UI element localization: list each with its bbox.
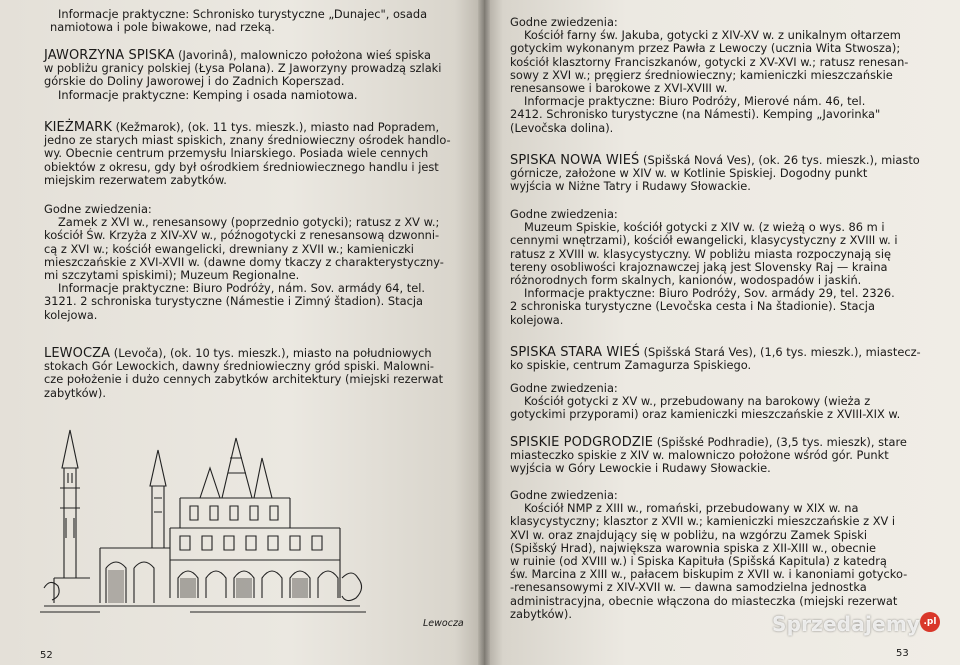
- text-line: (Levočska dolina).: [510, 120, 614, 135]
- text-line: 2412. Schronisko turystyczne (na Námesti). Kemping „Javorinka": [510, 107, 881, 122]
- kiezmark-entry: [44, 121, 451, 187]
- right-page: [484, 0, 960, 665]
- text-line: mi szczytami spiskimi); Muzeum Regionalne.: [44, 268, 300, 283]
- spiskie-podgrodzie-entry: [510, 436, 907, 476]
- text-line: różnorodnych form skalnych, kanionów, wodospadów i jaskiń.: [510, 273, 862, 288]
- text-line: obiektów z okresu, gdy był ośrodkiem średniowiecznego handlu i jest: [44, 159, 439, 174]
- text-line: ratusz z XVIII w. klasycystyczny. W pobliżu miasta rozpoczynają się: [510, 246, 892, 261]
- text-line: zabytków).: [510, 606, 572, 621]
- text-line: Informacje praktyczne: Biuro Podróży, Mierové nám. 46, tel.: [524, 94, 866, 109]
- spiskie-podgrodzie-sights: [510, 489, 907, 621]
- sights-label: Godne zwiedzenia:: [510, 15, 618, 29]
- kiezmark-sights: [44, 203, 444, 322]
- text-line: gotyckimi przyporami) oraz kamieniczki mieszczańskie z XVIII-XIX w.: [510, 407, 901, 422]
- text-line: sowy z XVI w.; pręgierz średniowieczny; kamieniczki mieszczańskie: [510, 67, 893, 82]
- intro-practical-info: [50, 7, 428, 35]
- text-line: renesansowe i barokowe z XVI-XVIII w.: [510, 81, 728, 96]
- text-line: cą z XVI w.; kościół ewangelicki, drewniany z XVII w.; kamieniczki: [44, 241, 414, 256]
- sights-label: Godne zwiedzenia:: [510, 207, 618, 221]
- watermark-text: Sprzedajemy: [772, 612, 921, 636]
- text-line: klasycystyczny; klasztor z XVII w.; kamieniczki mieszczańskie z XV i: [510, 514, 896, 529]
- text-line: namiotowa i pole biwakowe, nad rzeką.: [50, 20, 275, 35]
- text-line: górskie do Doliny Jaworowej i do Zadnich Koperszad.: [44, 74, 345, 89]
- text-line: XVI w. oraz znajdujący się w pobliżu, na wzgórzu Zamek Spiski: [510, 527, 867, 542]
- text-line: (Levoča), (ok. 10 tys. mieszk.), miasto na południowych: [113, 346, 432, 360]
- text-line: kolejowa.: [44, 307, 98, 322]
- text-line: ko spiskie, centrum Zamagurza Spiskiego.: [510, 358, 752, 373]
- text-line: Kościół farny św. Jakuba, gotycki z XIV-XV w. z unikalnym ołtarzem: [524, 28, 901, 43]
- spiska-stara-wies-heading: SPISKA STARA WIEŚ: [510, 345, 640, 360]
- text-line: w ruinie (od XVIII w.) i Spiska Kapituła (Spišská Kapitula) z katedrą: [510, 554, 887, 569]
- text-line: kościół klasztorny Franciszkanów, gotycki z XV-XVI w.; ratusz renesan-: [510, 54, 909, 69]
- text-line: kościół Św. Krzyża z XIV-XV w., późnogotycki z renesansową dzwonni-: [44, 228, 440, 243]
- spiskie-podgrodzie-heading: SPISKIE PODGRODZIE: [510, 435, 654, 450]
- text-line: (Spišské Podhradie), (3,5 tys. mieszk), stare: [656, 435, 907, 449]
- text-line: (Spišská Stará Ves), (1,6 tys. mieszk.), miastecz-: [643, 345, 921, 359]
- text-line: jedno ze starych miast spiskich, znany średniowieczny ośrodek handlo-: [44, 133, 451, 148]
- watermark-badge: .pl: [920, 612, 940, 632]
- levoca-town-hall-illustration: [40, 428, 370, 618]
- text-line: górnicze, założone w XIV w. w Kotlinie Spiskiej. Dogodny punkt: [510, 166, 868, 181]
- text-line: miasteczko spiskie z XIV w. malowniczo położone wśród gór. Punkt: [510, 448, 889, 463]
- text-line: wyjścia w Niżne Tatry i Rudawy Słowackie.: [510, 179, 751, 194]
- text-line: (Javorinâ), malowniczo położona wieś spiska: [178, 48, 431, 62]
- text-line: wy. Obecnie centrum przemysłu lniarskiego. Posiada wiele cennych: [44, 146, 429, 161]
- lewocza-entry: [44, 347, 443, 400]
- text-line: (Spišský Hrad), największa warownia spiska z XII-XIII w., obecnie: [510, 540, 877, 555]
- sights-label: Godne zwiedzenia:: [510, 488, 618, 502]
- jaworzyna-heading: JAWORZYNA SPISKA: [44, 48, 175, 63]
- page-number-left: 52: [40, 650, 53, 661]
- text-line: wyjścia w Góry Lewockie i Rudawy Słowackie.: [510, 461, 771, 476]
- text-line: (Spišská Nová Ves), (ok. 26 tys. mieszk.), miasto: [643, 153, 920, 167]
- text-line: cze położenie i dużo cennych zabytków architektury (miejski rezerwat: [44, 372, 444, 387]
- text-line: w pobliżu granicy polskiej (Łysa Polana). Z Jaworzyny prowadzą szlaki: [44, 61, 442, 76]
- text-line: mieszczańskie z XVI-XVII w. (dawne domy tkaczy z charakterystyczny-: [44, 254, 444, 269]
- sights-label: Godne zwiedzenia:: [510, 381, 618, 395]
- text-line: 2 schroniska turystyczne (Levočska cesta i Na štadionie). Stacja: [510, 299, 875, 314]
- lewocza-sights: [510, 16, 908, 135]
- spiska-nowa-wies-heading: SPISKA NOWA WIEŚ: [510, 153, 640, 168]
- lewocza-heading: LEWOCZA: [44, 346, 111, 361]
- sights-label: Godne zwiedzenia:: [44, 202, 152, 216]
- text-line: Informacje praktyczne: Biuro Podróży, nám. Sov. armády 64, tel.: [58, 281, 426, 296]
- text-line: gotyckim wykonanym przez Pawła z Lewoczy (ucznia Wita Stwosza);: [510, 41, 901, 56]
- text-line: zabytków).: [44, 385, 106, 400]
- text-line: św. Marcina z XIII w., pałacem biskupim z XVII w. i kanoniami gotycko-: [510, 567, 908, 582]
- text-line: Muzeum Spiskie, kościół gotycki z XIV w. (z wieżą o wys. 86 m i: [524, 220, 885, 235]
- illustration-caption: Lewocza: [423, 618, 464, 629]
- spiska-stara-wies-entry: [510, 346, 921, 372]
- text-line: Informacje praktyczne: Kemping i osada namiotowa.: [58, 87, 358, 102]
- book-gutter: [478, 0, 490, 665]
- jaworzyna-entry: [44, 49, 441, 102]
- text-line: Kościół gotycki z XV w., przebudowany na barokowy (wieża z: [524, 394, 871, 409]
- text-line: 3121. 2 schroniska turystyczne (Námestie i Zimný štadion). Stacja: [44, 294, 423, 309]
- spiska-stara-wies-sights: [510, 382, 900, 422]
- text-line: stokach Gór Lewockich, dawny średniowieczny gród spiski. Malowni-: [44, 359, 435, 374]
- kiezmark-heading: KIEŻMARK: [44, 120, 112, 135]
- text-line: (Kežmarok), (ok. 11 tys. mieszk.), miasto nad Popradem,: [115, 120, 440, 134]
- text-line: -renesansowymi z XIV-XVII w. — dawna samodzielna jednostka: [510, 580, 867, 595]
- text-line: administracyjna, obecnie włączona do miasteczka (miejski rezerwat: [510, 593, 898, 608]
- text-line: tereny osobliwości krajoznawczej jaką jest Slovensky Raj — kraina: [510, 259, 888, 274]
- text-line: Informacje praktyczne: Biuro Podróży, Sov. armády 29, tel. 2326.: [524, 286, 895, 301]
- text-line: miejskim rezerwatem zabytków.: [44, 172, 227, 187]
- text-line: cennymi wnętrzami), kościół ewangelicki, klasycystyczny z XVIII w. i: [510, 233, 898, 248]
- page-number-right: 53: [896, 648, 909, 659]
- text-line: Zamek z XVI w., renesansowy (poprzednio gotycki); ratusz z XV w.;: [58, 215, 440, 230]
- text-line: Informacje praktyczne: Schronisko turystyczne „Dunajec", osada: [58, 7, 428, 21]
- text-line: kolejowa.: [510, 312, 564, 327]
- text-line: Kościół NMP z XIII w., romański, przebudowany w XIX w. na: [524, 501, 859, 516]
- spiska-nowa-wies-sights: [510, 208, 898, 327]
- spiska-nowa-wies-entry: [510, 154, 920, 194]
